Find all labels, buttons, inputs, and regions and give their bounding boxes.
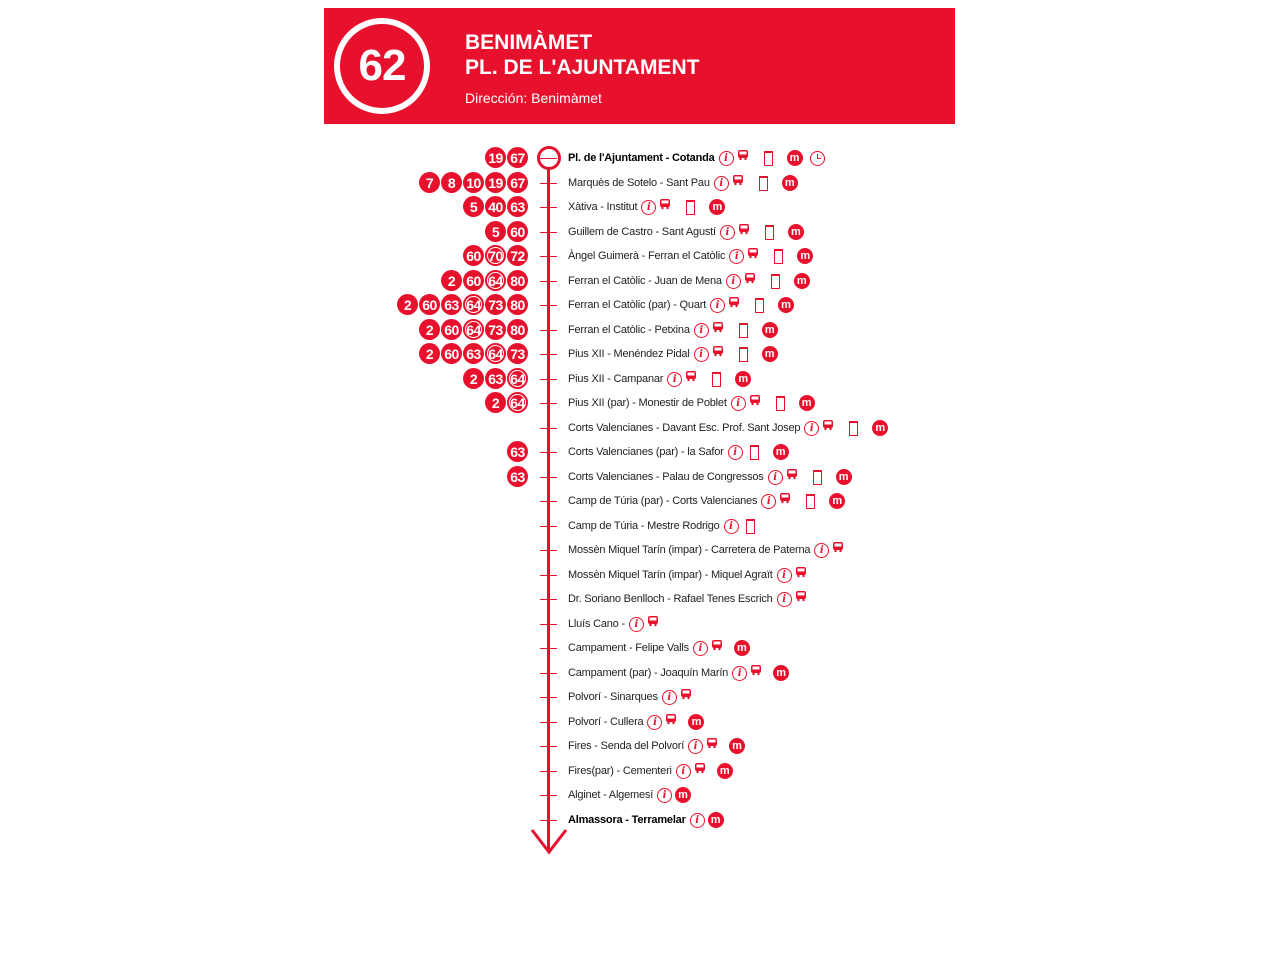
connecting-line-badge[interactable]: 63 (507, 441, 528, 462)
metro-icon[interactable]: m (797, 248, 813, 264)
connecting-line-badge[interactable]: 64 (463, 294, 484, 315)
stop-row[interactable] (568, 565, 818, 585)
stop-name: Pius XII - Menéndez Pidal (568, 348, 690, 360)
bus-shelter-icon (728, 296, 740, 308)
stop-tick (540, 183, 557, 184)
bus-shelter-icon (832, 541, 844, 553)
stop-tick (540, 305, 557, 306)
stop-row[interactable] (568, 712, 707, 732)
bus-shelter-icon (749, 394, 761, 406)
connecting-line-badge[interactable]: 2 (419, 343, 440, 364)
bus-shelter-icon (694, 762, 706, 774)
connecting-lines (485, 147, 528, 168)
stop-name: Mossèn Miquel Tarín (impar) - Miquel Agraït (568, 569, 773, 581)
info-icon[interactable]: i (710, 298, 725, 313)
stop-row[interactable] (568, 148, 828, 168)
bus-shelter-icon (711, 639, 723, 651)
bus-shelter-icon (659, 198, 671, 210)
bin-icon (765, 225, 774, 240)
connecting-line-badge[interactable]: 5 (485, 221, 506, 242)
metro-icon[interactable]: m (829, 493, 845, 509)
destination-title-line2: PL. DE L'AJUNTAMENT (465, 56, 700, 79)
bin-icon (739, 347, 748, 362)
stop-tick (540, 281, 557, 282)
info-icon[interactable]: i (768, 470, 783, 485)
stop-row[interactable] (568, 418, 891, 438)
stop-name: Fires(par) - Cementeri (568, 765, 672, 777)
bus-shelter-icon (750, 664, 762, 676)
stop-tick (540, 648, 557, 649)
stop-name: Ferran el Catòlic - Juan de Mena (568, 275, 722, 287)
connecting-lines (419, 172, 528, 193)
stop-row[interactable] (568, 540, 855, 560)
bin-icon (712, 372, 721, 387)
stop-tick (540, 673, 557, 674)
destination-title-line1: BENIMÀMET (465, 31, 593, 54)
metro-icon[interactable]: m (799, 395, 815, 411)
bin-icon (686, 200, 695, 215)
metro-icon[interactable]: m (778, 297, 794, 313)
metro-icon[interactable]: m (762, 346, 778, 362)
connecting-line-badge[interactable]: 2 (419, 319, 440, 340)
stop-row[interactable] (568, 491, 848, 511)
stop-name: Corts Valencianes - Davant Esc. Prof. Sant Josep (568, 422, 801, 434)
bin-icon (849, 421, 858, 436)
stop-row[interactable] (568, 197, 728, 217)
stop-tick (540, 207, 557, 208)
info-icon[interactable]: i (731, 396, 746, 411)
bus-shelter-icon (795, 590, 807, 602)
stop-name: Lluís Cano - (568, 618, 625, 630)
stop-tick (540, 599, 557, 600)
connecting-line-badge[interactable]: 60 (419, 294, 440, 315)
stop-tick (540, 354, 557, 355)
info-icon[interactable]: i (719, 151, 734, 166)
bus-shelter-icon (744, 272, 756, 284)
stop-tick (540, 795, 557, 796)
connecting-line-badge[interactable]: 19 (485, 172, 506, 193)
stop-name: Fires - Senda del Polvorí (568, 740, 685, 752)
connecting-lines (397, 294, 528, 315)
connecting-lines (463, 196, 528, 217)
info-icon[interactable]: i (728, 445, 743, 460)
stop-row[interactable] (568, 393, 818, 413)
connecting-line-badge[interactable]: 19 (485, 147, 506, 168)
metro-icon[interactable]: m (773, 444, 789, 460)
bin-icon (771, 274, 780, 289)
bus-shelter-icon (712, 345, 724, 357)
connecting-line-badge[interactable]: 2 (485, 392, 506, 413)
stop-row[interactable] (568, 344, 781, 364)
bin-icon (750, 445, 759, 460)
stop-row[interactable] (568, 810, 727, 830)
info-icon[interactable]: i (690, 813, 705, 828)
bus-shelter-icon (779, 492, 791, 504)
connecting-line-badge[interactable]: 64 (507, 392, 528, 413)
stop-name: Àngel Guimerà - Ferran el Catòlic (568, 250, 726, 262)
connecting-lines (419, 343, 528, 364)
stop-row[interactable] (568, 687, 703, 707)
info-icon[interactable]: i (761, 494, 776, 509)
stop-name: Alginet - Algemesí (568, 789, 654, 801)
connecting-line-badge[interactable]: 64 (485, 270, 506, 291)
stop-tick (540, 501, 557, 502)
info-icon[interactable]: i (647, 715, 662, 730)
info-icon[interactable]: i (804, 421, 819, 436)
metro-icon[interactable]: m (708, 812, 724, 828)
info-icon[interactable]: i (694, 323, 709, 338)
connecting-line-badge[interactable]: 67 (507, 147, 528, 168)
info-icon[interactable]: i (662, 690, 677, 705)
stop-tick (540, 403, 557, 404)
stop-name: Camp de Túria (par) - Corts Valencianes (568, 495, 758, 507)
bus-shelter-icon (795, 566, 807, 578)
connecting-lines (463, 368, 528, 389)
stop-tick (540, 330, 557, 331)
stop-tick (540, 575, 557, 576)
direction-label: Dirección: Benimàmet (465, 90, 602, 106)
info-icon[interactable]: i (724, 519, 739, 534)
bin-icon (813, 470, 822, 485)
connecting-line-badge[interactable]: 2 (441, 270, 462, 291)
bus-shelter-icon (822, 419, 834, 431)
route-end-arrow-icon (530, 826, 568, 856)
connecting-line-badge[interactable]: 60 (441, 343, 462, 364)
stop-row[interactable] (568, 614, 670, 634)
stop-tick (540, 452, 557, 453)
connecting-line-badge[interactable]: 5 (463, 196, 484, 217)
metro-icon[interactable]: m (717, 763, 733, 779)
stop-tick (540, 158, 557, 159)
stop-tick (540, 820, 557, 821)
stop-name: Campament - Felipe Valls (568, 642, 689, 654)
stop-row[interactable] (568, 295, 797, 315)
stop-row[interactable] (568, 638, 753, 658)
stop-row[interactable] (568, 663, 792, 683)
bus-shelter-icon (712, 321, 724, 333)
stop-name: Corts Valencianes - Palau de Congressos (568, 471, 764, 483)
stop-row[interactable] (568, 173, 801, 193)
connecting-line-badge[interactable]: 7 (419, 172, 440, 193)
connecting-line-badge[interactable]: 60 (463, 270, 484, 291)
connecting-line-badge[interactable]: 73 (507, 343, 528, 364)
bus-shelter-icon (647, 615, 659, 627)
connecting-lines (441, 270, 528, 291)
bus-shelter-icon (738, 223, 750, 235)
stop-tick (540, 771, 557, 772)
connecting-line-badge[interactable]: 2 (463, 368, 484, 389)
stop-name: Guillem de Castro - Sant Agustí (568, 226, 716, 238)
route-line (547, 168, 550, 852)
bin-icon (755, 298, 764, 313)
connecting-line-badge[interactable]: 60 (507, 221, 528, 242)
stop-row[interactable] (568, 516, 769, 536)
bus-shelter-icon (665, 713, 677, 725)
connecting-line-badge[interactable]: 63 (507, 196, 528, 217)
stop-tick (540, 550, 557, 551)
info-icon[interactable]: i (714, 176, 729, 191)
stop-name: Campament (par) - Joaquín Marín (568, 667, 729, 679)
stop-tick (540, 477, 557, 478)
connecting-line-badge[interactable]: 63 (463, 343, 484, 364)
bus-shelter-icon (747, 247, 759, 259)
stop-row[interactable] (568, 785, 694, 805)
info-icon[interactable]: i (641, 200, 656, 215)
stop-name: Ferran el Catòlic (par) - Quart (568, 299, 707, 311)
bin-icon (759, 176, 768, 191)
metro-icon[interactable]: m (762, 322, 778, 338)
bin-icon (806, 494, 815, 509)
stop-name: Marquès de Sotelo - Sant Pau (568, 177, 710, 189)
stop-name: Xàtiva - Institut (568, 201, 638, 213)
stop-tick (540, 232, 557, 233)
connecting-line-badge[interactable]: 80 (507, 294, 528, 315)
connecting-line-badge[interactable]: 80 (507, 319, 528, 340)
connecting-line-badge[interactable]: 64 (463, 319, 484, 340)
info-icon[interactable]: i (729, 249, 744, 264)
connecting-lines (507, 466, 528, 487)
bus-shelter-icon (786, 468, 798, 480)
connecting-line-badge[interactable]: 60 (441, 319, 462, 340)
info-icon[interactable]: i (667, 372, 682, 387)
bus-shelter-icon (732, 174, 744, 186)
info-icon[interactable]: i (720, 225, 735, 240)
info-icon[interactable]: i (814, 543, 829, 558)
metro-icon[interactable]: m (729, 738, 745, 754)
stop-name: Polvorí - Sinarques (568, 691, 658, 703)
stop-row[interactable] (568, 369, 754, 389)
route-header (324, 8, 955, 124)
stop-name: Pius XII (par) - Monestir de Poblet (568, 397, 727, 409)
connecting-lines (507, 441, 528, 462)
route-number-badge: 62 (334, 18, 430, 114)
metro-icon[interactable]: m (787, 150, 803, 166)
info-icon[interactable]: i (694, 347, 709, 362)
bin-icon (776, 396, 785, 411)
bin-icon (739, 323, 748, 338)
stop-row[interactable] (568, 761, 736, 781)
stop-name: Pius XII - Campanar (568, 373, 664, 385)
stop-name: Mossèn Miquel Tarín (impar) - Carretera de Paterna (568, 544, 811, 556)
info-icon[interactable]: i (732, 666, 747, 681)
connecting-line-badge[interactable]: 63 (507, 466, 528, 487)
bin-icon (764, 151, 773, 166)
info-icon[interactable]: i (777, 568, 792, 583)
connecting-lines (463, 245, 528, 266)
bin-icon (774, 249, 783, 264)
connecting-line-badge[interactable]: 67 (507, 172, 528, 193)
info-icon[interactable]: i (726, 274, 741, 289)
bus-shelter-icon (706, 737, 718, 749)
metro-icon[interactable]: m (735, 371, 751, 387)
metro-icon[interactable]: m (788, 224, 804, 240)
info-icon[interactable]: i (777, 592, 792, 607)
bin-icon (746, 519, 755, 534)
stop-row[interactable] (568, 246, 816, 266)
stop-tick (540, 526, 557, 527)
info-icon[interactable]: i (693, 641, 708, 656)
info-icon[interactable]: i (657, 788, 672, 803)
metro-icon[interactable]: m (709, 199, 725, 215)
bus-shelter-icon (737, 149, 749, 161)
connecting-line-badge[interactable]: 60 (463, 245, 484, 266)
connecting-line-badge[interactable]: 40 (485, 196, 506, 217)
stop-row[interactable] (568, 442, 792, 462)
connecting-lines (485, 392, 528, 413)
stop-tick (540, 697, 557, 698)
connecting-line-badge[interactable]: 64 (507, 368, 528, 389)
metro-icon[interactable]: m (688, 714, 704, 730)
metro-icon[interactable]: m (773, 665, 789, 681)
metro-icon[interactable]: m (794, 273, 810, 289)
bus-shelter-icon (685, 370, 697, 382)
info-icon[interactable]: i (629, 617, 644, 632)
stop-tick (540, 256, 557, 257)
stop-name: Pl. de l'Ajuntament - Cotanda (568, 152, 715, 164)
stop-name: Camp de Túria - Mestre Rodrigo (568, 520, 720, 532)
connecting-line-badge[interactable]: 70 (485, 245, 506, 266)
metro-icon[interactable]: m (872, 420, 888, 436)
stop-row[interactable] (568, 467, 855, 487)
stop-row[interactable] (568, 320, 781, 340)
metro-icon[interactable]: m (836, 469, 852, 485)
connecting-lines (419, 319, 528, 340)
stop-tick (540, 624, 557, 625)
stop-row[interactable] (568, 589, 818, 609)
stop-row[interactable] (568, 222, 807, 242)
connecting-line-badge[interactable]: 63 (441, 294, 462, 315)
connecting-line-badge[interactable]: 73 (485, 319, 506, 340)
stop-name: Polvorí - Cullera (568, 716, 644, 728)
connecting-line-badge[interactable]: 64 (485, 343, 506, 364)
clock-icon[interactable] (810, 151, 825, 166)
connecting-line-badge[interactable]: 72 (507, 245, 528, 266)
metro-icon[interactable]: m (734, 640, 750, 656)
stop-name: Dr. Soriano Benlloch - Rafael Tenes Escrich (568, 593, 773, 605)
metro-icon[interactable]: m (782, 175, 798, 191)
stop-row[interactable] (568, 736, 748, 756)
connecting-line-badge[interactable]: 8 (441, 172, 462, 193)
connecting-line-badge[interactable]: 73 (485, 294, 506, 315)
connecting-line-badge[interactable]: 2 (397, 294, 418, 315)
stop-name: Corts Valencianes (par) - la Safor (568, 446, 724, 458)
stop-name: Ferran el Catòlic - Petxina (568, 324, 690, 336)
info-icon[interactable]: i (688, 739, 703, 754)
stop-row[interactable] (568, 271, 813, 291)
stop-tick (540, 722, 557, 723)
info-icon[interactable]: i (676, 764, 691, 779)
connecting-lines (485, 221, 528, 242)
metro-icon[interactable]: m (675, 787, 691, 803)
stop-tick (540, 746, 557, 747)
connecting-line-badge[interactable]: 63 (485, 368, 506, 389)
stop-tick (540, 428, 557, 429)
stop-name: Almassora - Terramelar (568, 814, 686, 826)
connecting-line-badge[interactable]: 10 (463, 172, 484, 193)
connecting-line-badge[interactable]: 80 (507, 270, 528, 291)
stop-tick (540, 379, 557, 380)
bus-shelter-icon (680, 688, 692, 700)
